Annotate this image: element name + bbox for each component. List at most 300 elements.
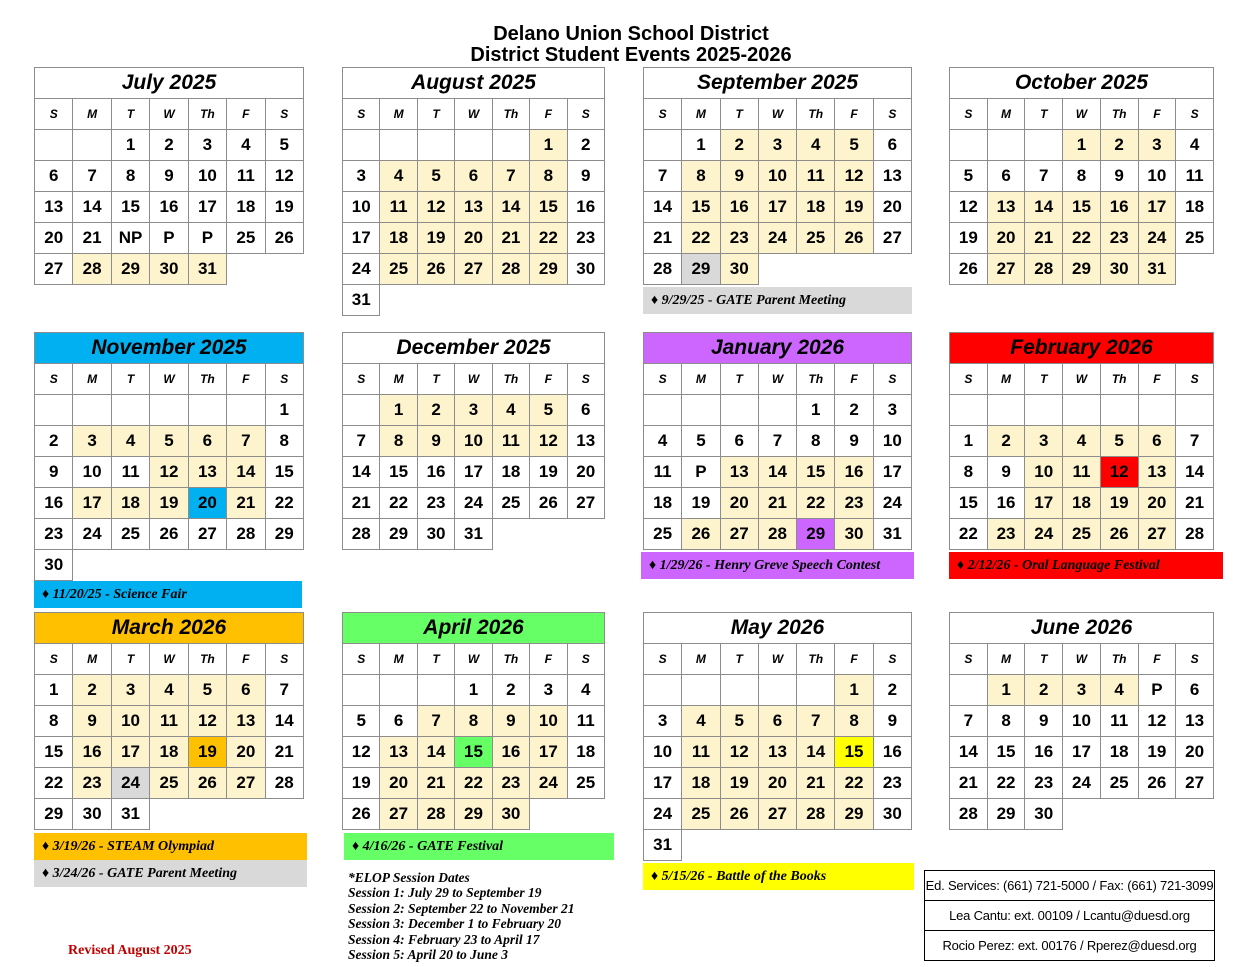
weekday-label: S bbox=[873, 644, 911, 675]
weekday-label: T bbox=[1025, 644, 1063, 675]
weekday-label: S bbox=[265, 364, 303, 395]
day-cell: 4 bbox=[644, 426, 682, 457]
day-cell: 19 bbox=[950, 223, 988, 254]
day-cell: 20 bbox=[1176, 737, 1214, 768]
day-cell: 9 bbox=[417, 426, 454, 457]
revised-date: Revised August 2025 bbox=[68, 943, 192, 958]
day-cell bbox=[35, 395, 73, 426]
weekday-label: S bbox=[644, 364, 682, 395]
day-cell: 8 bbox=[835, 706, 873, 737]
day-cell bbox=[1138, 395, 1176, 426]
day-cell: 6 bbox=[758, 706, 796, 737]
weekday-label: T bbox=[720, 99, 758, 130]
day-cell: 5 bbox=[188, 675, 226, 706]
day-cell bbox=[682, 675, 720, 706]
weekday-label: T bbox=[1025, 99, 1063, 130]
month-calendar bbox=[643, 612, 912, 861]
day-cell: 29 bbox=[797, 519, 835, 550]
day-cell: 31 bbox=[873, 519, 911, 550]
day-cell: 7 bbox=[417, 706, 454, 737]
day-cell: 25 bbox=[380, 254, 417, 285]
weekday-label: W bbox=[758, 364, 796, 395]
day-cell: 11 bbox=[682, 737, 720, 768]
day-cell: 17 bbox=[530, 737, 567, 768]
day-cell: 22 bbox=[950, 519, 988, 550]
day-cell: 26 bbox=[950, 254, 988, 285]
day-cell: 6 bbox=[873, 130, 911, 161]
event-note bbox=[34, 833, 307, 860]
day-cell: P bbox=[682, 457, 720, 488]
day-cell: 10 bbox=[73, 457, 111, 488]
day-cell: 4 bbox=[380, 161, 417, 192]
day-cell: 7 bbox=[227, 426, 265, 457]
day-cell: 10 bbox=[644, 737, 682, 768]
day-cell: 27 bbox=[188, 519, 226, 550]
day-cell: 20 bbox=[758, 768, 796, 799]
day-cell: 16 bbox=[73, 737, 111, 768]
day-cell: 18 bbox=[1100, 737, 1138, 768]
day-cell bbox=[492, 519, 529, 550]
weekday-label: Th bbox=[797, 364, 835, 395]
weekday-label: S bbox=[1176, 364, 1214, 395]
day-cell: 1 bbox=[950, 426, 988, 457]
day-cell: 15 bbox=[950, 488, 988, 519]
day-cell: 3 bbox=[111, 675, 149, 706]
weekday-label: S bbox=[265, 99, 303, 130]
day-cell: 4 bbox=[227, 130, 265, 161]
day-cell: 3 bbox=[188, 130, 226, 161]
day-cell: 10 bbox=[1025, 457, 1063, 488]
day-cell: 21 bbox=[644, 223, 682, 254]
day-cell: 6 bbox=[380, 706, 417, 737]
event-note bbox=[641, 552, 914, 579]
day-cell: 27 bbox=[380, 799, 417, 830]
day-cell: 7 bbox=[343, 426, 380, 457]
day-cell bbox=[720, 830, 758, 861]
day-cell: 10 bbox=[343, 192, 380, 223]
day-cell: 17 bbox=[188, 192, 226, 223]
day-cell: 17 bbox=[1138, 192, 1176, 223]
day-cell bbox=[758, 830, 796, 861]
weekday-label: F bbox=[1138, 644, 1176, 675]
weekday-label: M bbox=[73, 364, 111, 395]
day-cell: 9 bbox=[73, 706, 111, 737]
day-cell: 6 bbox=[227, 675, 265, 706]
day-cell bbox=[530, 799, 567, 830]
month-calendar bbox=[342, 332, 605, 550]
day-cell: 14 bbox=[758, 457, 796, 488]
weekday-label: M bbox=[380, 99, 417, 130]
day-cell: 21 bbox=[492, 223, 529, 254]
event-text: 3/24/26 - GATE Parent Meeting bbox=[52, 866, 237, 881]
day-cell: 12 bbox=[343, 737, 380, 768]
day-cell bbox=[417, 285, 454, 316]
event-note bbox=[344, 833, 614, 860]
day-cell: 11 bbox=[567, 706, 604, 737]
day-cell bbox=[530, 519, 567, 550]
day-cell bbox=[1176, 254, 1214, 285]
day-cell: 16 bbox=[835, 457, 873, 488]
day-cell: 10 bbox=[455, 426, 492, 457]
day-cell: 24 bbox=[1025, 519, 1063, 550]
day-cell bbox=[188, 799, 226, 830]
day-cell: 31 bbox=[644, 830, 682, 861]
weekday-label: M bbox=[682, 99, 720, 130]
day-cell: 7 bbox=[265, 675, 303, 706]
weekday-label: S bbox=[343, 644, 380, 675]
day-cell: 5 bbox=[530, 395, 567, 426]
event-text: 9/29/25 - GATE Parent Meeting bbox=[661, 293, 846, 308]
day-cell: 20 bbox=[188, 488, 226, 519]
day-cell: 11 bbox=[1063, 457, 1101, 488]
day-cell: 3 bbox=[73, 426, 111, 457]
day-cell: 11 bbox=[227, 161, 265, 192]
day-cell: 6 bbox=[987, 161, 1025, 192]
month-title: July 2025 bbox=[35, 68, 304, 99]
day-cell: 8 bbox=[797, 426, 835, 457]
day-cell bbox=[720, 395, 758, 426]
day-cell: 24 bbox=[644, 799, 682, 830]
month-calendar bbox=[949, 332, 1214, 550]
weekday-label: Th bbox=[1100, 99, 1138, 130]
day-cell: 24 bbox=[73, 519, 111, 550]
day-cell: 20 bbox=[35, 223, 73, 254]
event-text: 2/12/26 - Oral Language Festival bbox=[967, 558, 1160, 573]
event-text: 4/16/26 - GATE Festival bbox=[362, 839, 504, 854]
day-cell: 16 bbox=[150, 192, 188, 223]
day-cell: 11 bbox=[644, 457, 682, 488]
day-cell: 18 bbox=[682, 768, 720, 799]
day-cell: 24 bbox=[1063, 768, 1101, 799]
day-cell bbox=[1025, 395, 1063, 426]
day-cell: 8 bbox=[35, 706, 73, 737]
day-cell: 11 bbox=[797, 161, 835, 192]
day-cell: 27 bbox=[873, 223, 911, 254]
day-cell: 13 bbox=[873, 161, 911, 192]
day-cell: 4 bbox=[150, 675, 188, 706]
day-cell: 18 bbox=[1176, 192, 1214, 223]
weekday-label: T bbox=[1025, 364, 1063, 395]
day-cell: 30 bbox=[417, 519, 454, 550]
day-cell: 6 bbox=[720, 426, 758, 457]
day-cell: 17 bbox=[758, 192, 796, 223]
day-cell: 4 bbox=[682, 706, 720, 737]
month-calendar bbox=[949, 612, 1214, 830]
weekday-label: F bbox=[1138, 364, 1176, 395]
weekday-label: M bbox=[987, 644, 1025, 675]
day-cell: 26 bbox=[1100, 519, 1138, 550]
month-calendar bbox=[949, 67, 1214, 285]
diamond-icon: ♦ bbox=[649, 558, 660, 573]
day-cell: 3 bbox=[1025, 426, 1063, 457]
day-cell bbox=[150, 395, 188, 426]
day-cell: 15 bbox=[835, 737, 873, 768]
day-cell bbox=[797, 254, 835, 285]
day-cell: 13 bbox=[380, 737, 417, 768]
event-text: 3/19/26 - STEAM Olympiad bbox=[52, 839, 215, 854]
day-cell: 8 bbox=[455, 706, 492, 737]
day-cell: 22 bbox=[682, 223, 720, 254]
day-cell: 21 bbox=[758, 488, 796, 519]
weekday-label: W bbox=[1063, 644, 1101, 675]
day-cell: 13 bbox=[455, 192, 492, 223]
day-cell: 11 bbox=[150, 706, 188, 737]
day-cell: 13 bbox=[227, 706, 265, 737]
event-note bbox=[643, 863, 914, 890]
day-cell bbox=[835, 830, 873, 861]
day-cell bbox=[380, 675, 417, 706]
day-cell: 28 bbox=[73, 254, 111, 285]
day-cell: 12 bbox=[1138, 706, 1176, 737]
day-cell bbox=[265, 799, 303, 830]
day-cell: 19 bbox=[265, 192, 303, 223]
day-cell: 25 bbox=[682, 799, 720, 830]
day-cell bbox=[227, 799, 265, 830]
month-title: March 2026 bbox=[35, 613, 304, 644]
day-cell: 17 bbox=[73, 488, 111, 519]
day-cell: 28 bbox=[492, 254, 529, 285]
weekday-label: Th bbox=[188, 99, 226, 130]
day-cell: 14 bbox=[73, 192, 111, 223]
weekday-label: S bbox=[873, 99, 911, 130]
day-cell: 18 bbox=[380, 223, 417, 254]
day-cell: 18 bbox=[227, 192, 265, 223]
day-cell: 27 bbox=[758, 799, 796, 830]
weekday-label: Th bbox=[1100, 364, 1138, 395]
day-cell: 12 bbox=[265, 161, 303, 192]
day-cell: 3 bbox=[758, 130, 796, 161]
calendar-subtitle: District Student Events 2025-2026 bbox=[470, 44, 792, 66]
day-cell: 20 bbox=[227, 737, 265, 768]
day-cell: 15 bbox=[530, 192, 567, 223]
day-cell bbox=[682, 395, 720, 426]
day-cell: 14 bbox=[950, 737, 988, 768]
day-cell: 9 bbox=[1100, 161, 1138, 192]
day-cell: NP bbox=[111, 223, 149, 254]
day-cell bbox=[530, 285, 567, 316]
day-cell bbox=[1025, 130, 1063, 161]
weekday-label: S bbox=[644, 644, 682, 675]
day-cell: 1 bbox=[987, 675, 1025, 706]
day-cell: 22 bbox=[835, 768, 873, 799]
month-title: May 2026 bbox=[644, 613, 912, 644]
day-cell: 19 bbox=[1100, 488, 1138, 519]
day-cell: 23 bbox=[1100, 223, 1138, 254]
day-cell: 24 bbox=[455, 488, 492, 519]
weekday-label: T bbox=[417, 99, 454, 130]
day-cell: 15 bbox=[455, 737, 492, 768]
month-calendar bbox=[643, 332, 912, 550]
day-cell: 20 bbox=[567, 457, 604, 488]
weekday-label: S bbox=[35, 644, 73, 675]
contact-lea-cantu: Lea Cantu: ext. 00109 / Lcantu@duesd.org bbox=[925, 901, 1215, 931]
day-cell: 19 bbox=[720, 768, 758, 799]
day-cell: 16 bbox=[987, 488, 1025, 519]
day-cell: 24 bbox=[530, 768, 567, 799]
event-note bbox=[949, 552, 1223, 579]
day-cell: 26 bbox=[417, 254, 454, 285]
day-cell bbox=[567, 799, 604, 830]
contact-ed-services: Ed. Services: (661) 721-5000 / Fax: (661) 721-3099 bbox=[925, 871, 1215, 901]
weekday-label: S bbox=[35, 364, 73, 395]
day-cell: 4 bbox=[492, 395, 529, 426]
day-cell: 11 bbox=[492, 426, 529, 457]
day-cell bbox=[111, 395, 149, 426]
day-cell bbox=[1176, 799, 1214, 830]
day-cell: 3 bbox=[455, 395, 492, 426]
day-cell: 17 bbox=[873, 457, 911, 488]
day-cell bbox=[567, 519, 604, 550]
day-cell: 20 bbox=[1138, 488, 1176, 519]
weekday-label: F bbox=[227, 364, 265, 395]
day-cell: 1 bbox=[530, 130, 567, 161]
weekday-label: M bbox=[682, 644, 720, 675]
day-cell: 14 bbox=[644, 192, 682, 223]
month-title: August 2025 bbox=[343, 68, 605, 99]
day-cell: 19 bbox=[530, 457, 567, 488]
day-cell: 7 bbox=[644, 161, 682, 192]
day-cell: 25 bbox=[492, 488, 529, 519]
day-cell bbox=[417, 675, 454, 706]
day-cell: 28 bbox=[797, 799, 835, 830]
day-cell: 1 bbox=[682, 130, 720, 161]
day-cell: 5 bbox=[417, 161, 454, 192]
weekday-label: S bbox=[35, 99, 73, 130]
day-cell: 21 bbox=[265, 737, 303, 768]
day-cell: 20 bbox=[720, 488, 758, 519]
weekday-label: Th bbox=[188, 644, 226, 675]
day-cell: 30 bbox=[35, 550, 73, 581]
weekday-label: F bbox=[530, 364, 567, 395]
day-cell: 1 bbox=[380, 395, 417, 426]
weekday-label: W bbox=[758, 644, 796, 675]
diamond-icon: ♦ bbox=[352, 839, 363, 854]
day-cell: 18 bbox=[150, 737, 188, 768]
day-cell: 25 bbox=[111, 519, 149, 550]
day-cell: 26 bbox=[1138, 768, 1176, 799]
elop-session-dates bbox=[348, 870, 574, 962]
day-cell: 23 bbox=[567, 223, 604, 254]
weekday-label: W bbox=[1063, 364, 1101, 395]
weekday-label: T bbox=[720, 644, 758, 675]
day-cell bbox=[873, 254, 911, 285]
day-cell bbox=[644, 130, 682, 161]
day-cell bbox=[35, 130, 73, 161]
weekday-label: M bbox=[380, 644, 417, 675]
month-title: January 2026 bbox=[644, 333, 912, 364]
day-cell: 18 bbox=[797, 192, 835, 223]
weekday-label: T bbox=[111, 644, 149, 675]
day-cell: 5 bbox=[835, 130, 873, 161]
day-cell: 12 bbox=[530, 426, 567, 457]
day-cell: 13 bbox=[987, 192, 1025, 223]
day-cell: 13 bbox=[567, 426, 604, 457]
day-cell: 10 bbox=[188, 161, 226, 192]
day-cell: 31 bbox=[188, 254, 226, 285]
weekday-label: F bbox=[530, 644, 567, 675]
elop-title: *ELOP Session Dates bbox=[348, 870, 470, 885]
day-cell: 11 bbox=[380, 192, 417, 223]
month-title: April 2026 bbox=[343, 613, 605, 644]
day-cell: 29 bbox=[455, 799, 492, 830]
day-cell: 15 bbox=[987, 737, 1025, 768]
day-cell bbox=[644, 395, 682, 426]
day-cell: 29 bbox=[35, 799, 73, 830]
day-cell bbox=[835, 254, 873, 285]
day-cell: 9 bbox=[150, 161, 188, 192]
day-cell: 6 bbox=[455, 161, 492, 192]
day-cell bbox=[758, 395, 796, 426]
day-cell: 14 bbox=[343, 457, 380, 488]
day-cell: 25 bbox=[1100, 768, 1138, 799]
day-cell: 22 bbox=[265, 488, 303, 519]
day-cell: 10 bbox=[1063, 706, 1101, 737]
day-cell: 1 bbox=[35, 675, 73, 706]
day-cell: 28 bbox=[227, 519, 265, 550]
day-cell: 5 bbox=[265, 130, 303, 161]
day-cell: P bbox=[1138, 675, 1176, 706]
weekday-label: S bbox=[873, 364, 911, 395]
day-cell bbox=[265, 550, 303, 581]
day-cell: 2 bbox=[873, 675, 911, 706]
day-cell: 12 bbox=[835, 161, 873, 192]
day-cell: 18 bbox=[644, 488, 682, 519]
weekday-label: F bbox=[835, 364, 873, 395]
day-cell bbox=[492, 285, 529, 316]
day-cell bbox=[797, 675, 835, 706]
day-cell: 9 bbox=[987, 457, 1025, 488]
day-cell: 23 bbox=[1025, 768, 1063, 799]
elop-session: Session 1: July 29 to September 19 bbox=[348, 885, 542, 901]
day-cell bbox=[987, 130, 1025, 161]
day-cell: 7 bbox=[1176, 426, 1214, 457]
day-cell: 19 bbox=[682, 488, 720, 519]
day-cell bbox=[188, 550, 226, 581]
day-cell: 26 bbox=[530, 488, 567, 519]
day-cell bbox=[720, 675, 758, 706]
day-cell: P bbox=[188, 223, 226, 254]
day-cell: 3 bbox=[343, 161, 380, 192]
day-cell bbox=[188, 395, 226, 426]
day-cell: 18 bbox=[567, 737, 604, 768]
day-cell bbox=[343, 130, 380, 161]
day-cell bbox=[343, 675, 380, 706]
day-cell: 1 bbox=[1063, 130, 1101, 161]
day-cell: 19 bbox=[343, 768, 380, 799]
weekday-label: S bbox=[567, 364, 604, 395]
day-cell: 9 bbox=[835, 426, 873, 457]
day-cell: 9 bbox=[873, 706, 911, 737]
weekday-label: M bbox=[682, 364, 720, 395]
weekday-label: W bbox=[150, 644, 188, 675]
day-cell: 28 bbox=[417, 799, 454, 830]
day-cell: 7 bbox=[758, 426, 796, 457]
day-cell: 9 bbox=[1025, 706, 1063, 737]
weekday-label: S bbox=[1176, 644, 1214, 675]
day-cell: 26 bbox=[682, 519, 720, 550]
day-cell bbox=[380, 285, 417, 316]
day-cell: 20 bbox=[380, 768, 417, 799]
day-cell: 21 bbox=[1176, 488, 1214, 519]
month-title: June 2026 bbox=[950, 613, 1214, 644]
day-cell: 30 bbox=[720, 254, 758, 285]
weekday-label: S bbox=[343, 99, 380, 130]
day-cell bbox=[758, 675, 796, 706]
day-cell: 23 bbox=[873, 768, 911, 799]
day-cell: 9 bbox=[567, 161, 604, 192]
day-cell: 15 bbox=[682, 192, 720, 223]
day-cell: 16 bbox=[567, 192, 604, 223]
